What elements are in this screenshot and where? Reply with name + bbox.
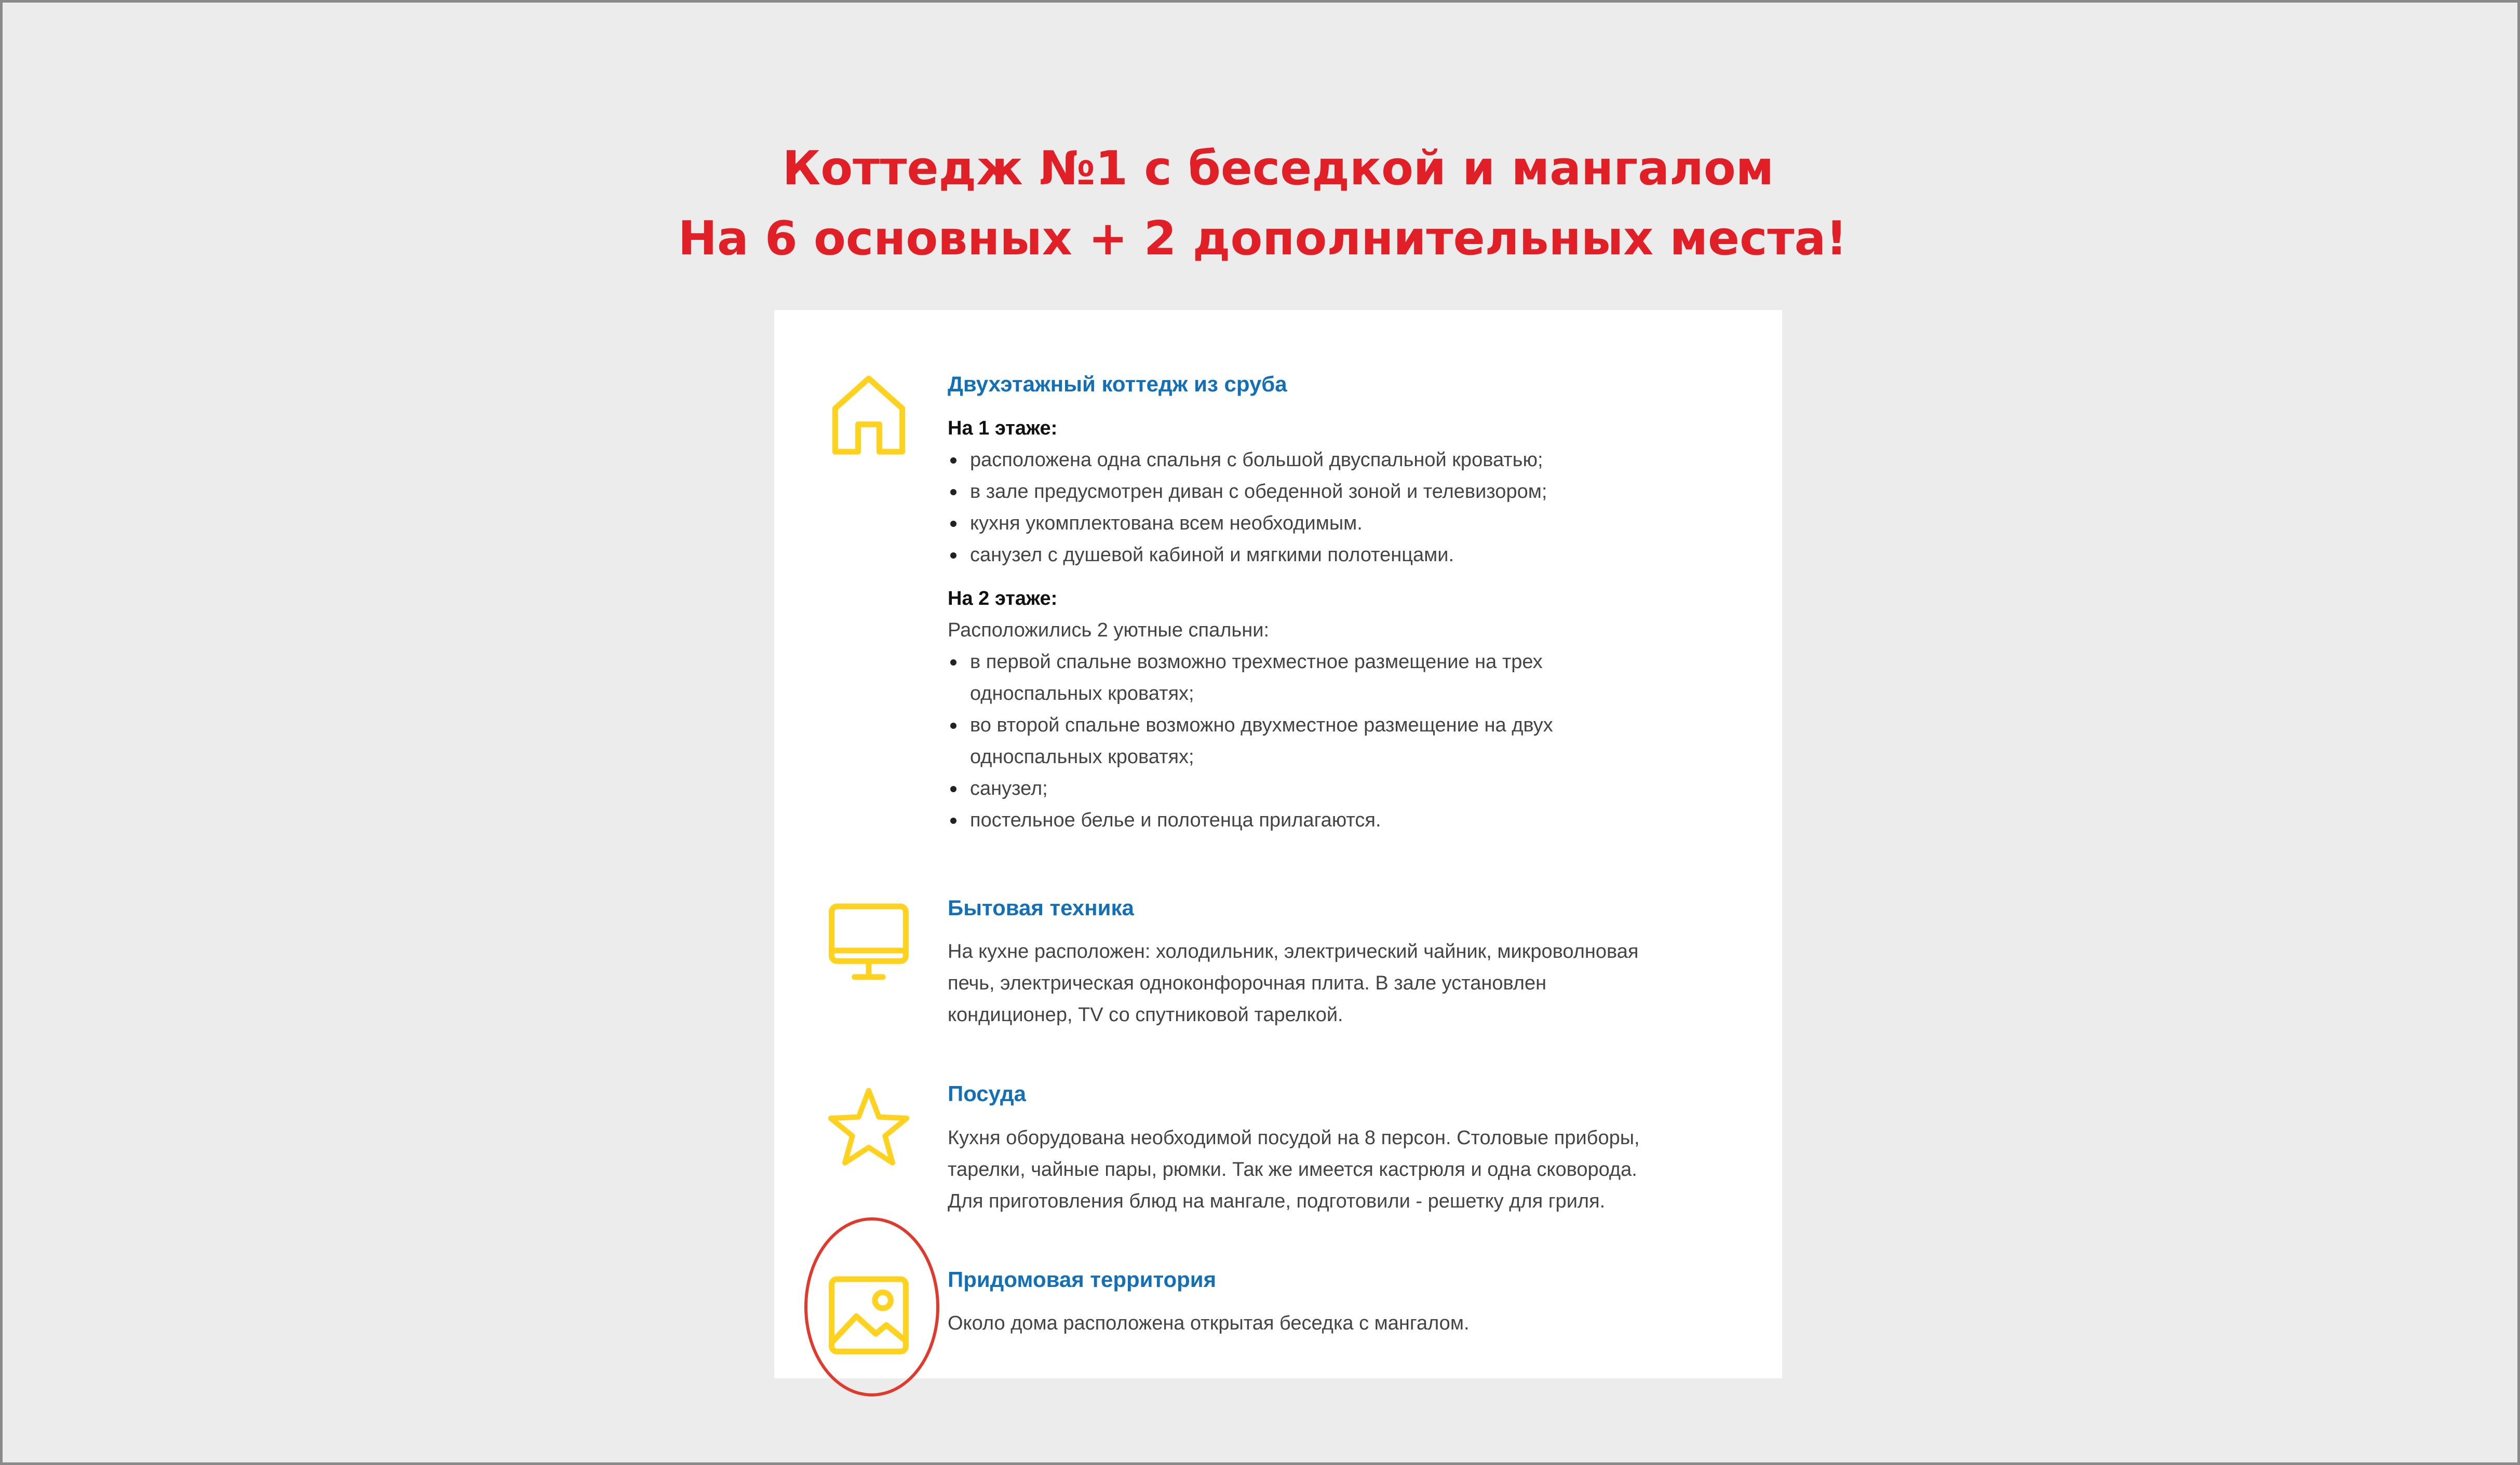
dishes-line: Кухня оборудована необходимой посудой на 8 персон. Столовые приборы, <box>948 1127 1640 1149</box>
list-item: во второй спальне возможно двухместное размещение на двух <box>948 710 1553 741</box>
section-title-dishes: Посуда <box>948 1081 1026 1106</box>
list-item: постельное белье и полотенца прилагаются. <box>948 805 1553 836</box>
star-icon <box>825 1083 913 1172</box>
floor2-list <box>948 646 1553 836</box>
appliances-line: кондиционер, TV со спутниковой тарелкой. <box>948 1004 1343 1026</box>
appliances-line: На кухне расположен: холодильник, электрический чайник, микроволновая <box>948 941 1639 962</box>
list-item: в первой спальне возможно трехместное размещение на трех <box>948 646 1553 678</box>
section-title-cottage: Двухэтажный коттедж из сруба <box>948 372 1287 396</box>
features-card <box>774 310 1782 1378</box>
monitor-icon <box>825 898 913 986</box>
list-item: санузел; <box>948 773 1553 805</box>
floor2-label: На 2 этаже: <box>948 588 1058 609</box>
dishes-line: Для приготовления блюд на мангале, подготовили - решетку для гриля. <box>948 1190 1606 1212</box>
list-item: расположена одна спальня с большой двуспальной кроватью; <box>948 444 1547 476</box>
floor2-intro: Расположились 2 уютные спальни: <box>948 619 1270 641</box>
list-item-continuation: односпальных кроватях; <box>970 683 1194 704</box>
list-item-continuation: односпальных кроватях; <box>970 746 1194 768</box>
list-item: в зале предусмотрен диван с обеденной зоной и телевизором; <box>948 476 1547 508</box>
highlight-ring <box>804 1217 939 1396</box>
appliances-line: печь, электрическая одноконфорочная плита. В зале установлен <box>948 972 1547 994</box>
house-icon <box>825 370 913 458</box>
floor1-label: На 1 этаже: <box>948 417 1058 439</box>
list-item: санузел с душевой кабиной и мягкими полотенцами. <box>948 539 1547 571</box>
headline-line-1: Коттедж №1 с беседкой и мангалом <box>782 141 1774 196</box>
dishes-line: тарелки, чайные пары, рюмки. Так же имеется кастрюля и одна сковорода. <box>948 1159 1637 1181</box>
territory-line: Около дома расположена открытая беседка с мангалом. <box>948 1312 1470 1334</box>
section-title-appliances: Бытовая техника <box>948 896 1134 920</box>
section-title-territory: Придомовая территория <box>948 1267 1217 1292</box>
list-item: кухня укомплектована всем необходимым. <box>948 508 1547 539</box>
floor1-list <box>948 444 1547 571</box>
headline-line-2: На 6 основных + 2 дополнительных места! <box>678 211 1848 266</box>
